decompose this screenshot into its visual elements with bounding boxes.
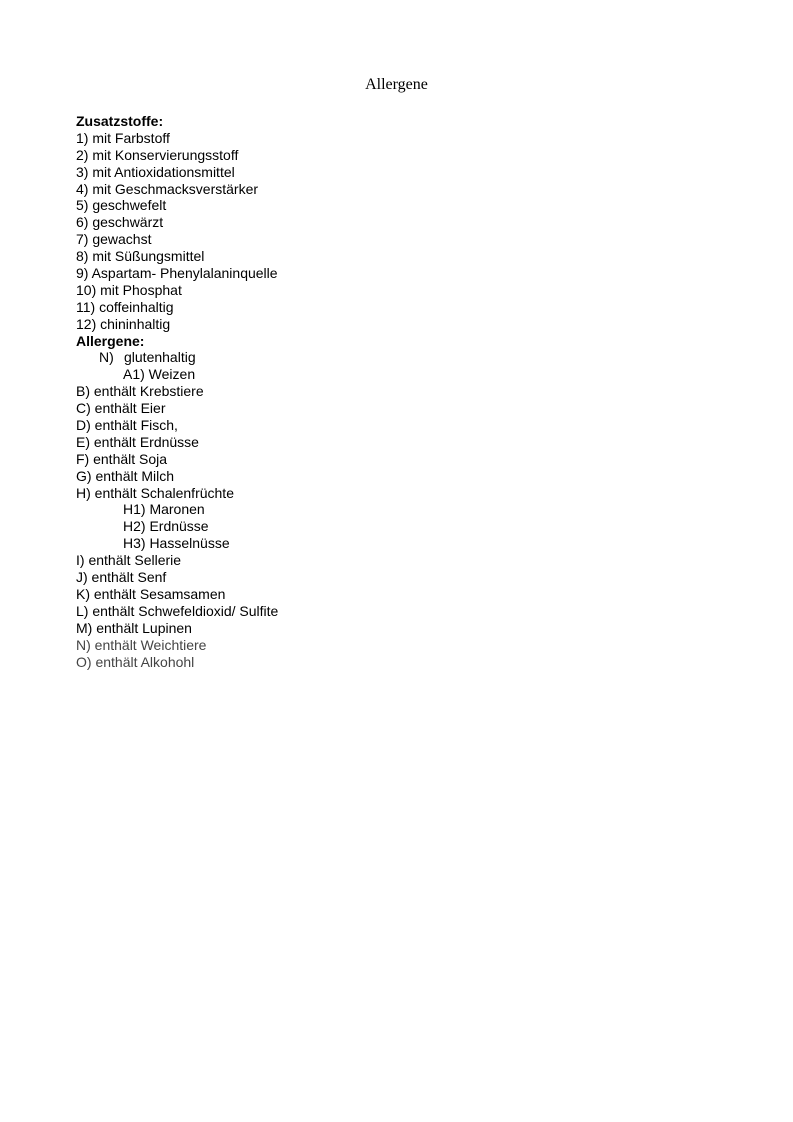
- gluten-text: glutenhaltig: [124, 349, 196, 366]
- allergen-item: G) enthält Milch: [76, 467, 175, 484]
- allergen-item: I) enthält Sellerie: [76, 552, 182, 569]
- allergen-item: J) enthält Senf: [76, 569, 167, 586]
- allergen-item: C) enthält Eier: [76, 400, 166, 417]
- additive-item: 12) chininhaltig: [76, 315, 171, 332]
- additive-item: 8) mit Süßungsmittel: [76, 248, 205, 265]
- additive-item: 5) geschwefelt: [76, 197, 167, 214]
- allergen-list: [76, 113, 278, 670]
- allergen-item: H) enthält Schalenfrüchte: [76, 484, 234, 501]
- allergens-heading: Allergene:: [76, 332, 145, 349]
- gluten-marker: N): [99, 349, 114, 366]
- allergen-item: B) enthält Krebstiere: [76, 383, 204, 400]
- additives-heading: Zusatzstoffe:: [76, 113, 164, 129]
- additive-item: 1) mit Farbstoff: [76, 129, 170, 146]
- additive-item: 4) mit Geschmacksverstärker: [76, 180, 259, 197]
- additive-item: 6) geschwärzt: [76, 214, 164, 231]
- additive-item: 10) mit Phosphat: [76, 281, 182, 298]
- allergen-subitem: A1) Weizen: [123, 366, 196, 383]
- allergen-item: N) enthält Weichtiere: [76, 636, 207, 653]
- allergen-item: E) enthält Erdnüsse: [76, 433, 199, 450]
- additive-item: 7) gewachst: [76, 231, 152, 248]
- additive-item: 9) Aspartam- Phenylalaninquelle: [76, 265, 278, 282]
- additive-item: 3) mit Antioxidationsmittel: [76, 163, 235, 180]
- allergen-subitem: H2) Erdnüsse: [123, 518, 209, 535]
- allergen-item: F) enthält Soja: [76, 450, 168, 467]
- allergen-item: O) enthält Alkohohl: [76, 653, 195, 670]
- additive-item: 11) coffeinhaltig: [76, 298, 174, 315]
- additive-item: 2) mit Konservierungsstoff: [76, 146, 239, 163]
- allergen-item: K) enthält Sesamsamen: [76, 585, 226, 602]
- allergen-item: M) enthält Lupinen: [76, 619, 192, 636]
- allergen-subitem: H3) Hasselnüsse: [123, 535, 230, 552]
- allergen-item-gluten: [76, 349, 278, 366]
- allergen-item: D) enthält Fisch,: [76, 417, 178, 434]
- allergen-subitem: H1) Maronen: [123, 501, 205, 518]
- page-title: Allergene: [365, 76, 428, 93]
- allergen-item: L) enthält Schwefeldioxid/ Sulfite: [76, 602, 279, 619]
